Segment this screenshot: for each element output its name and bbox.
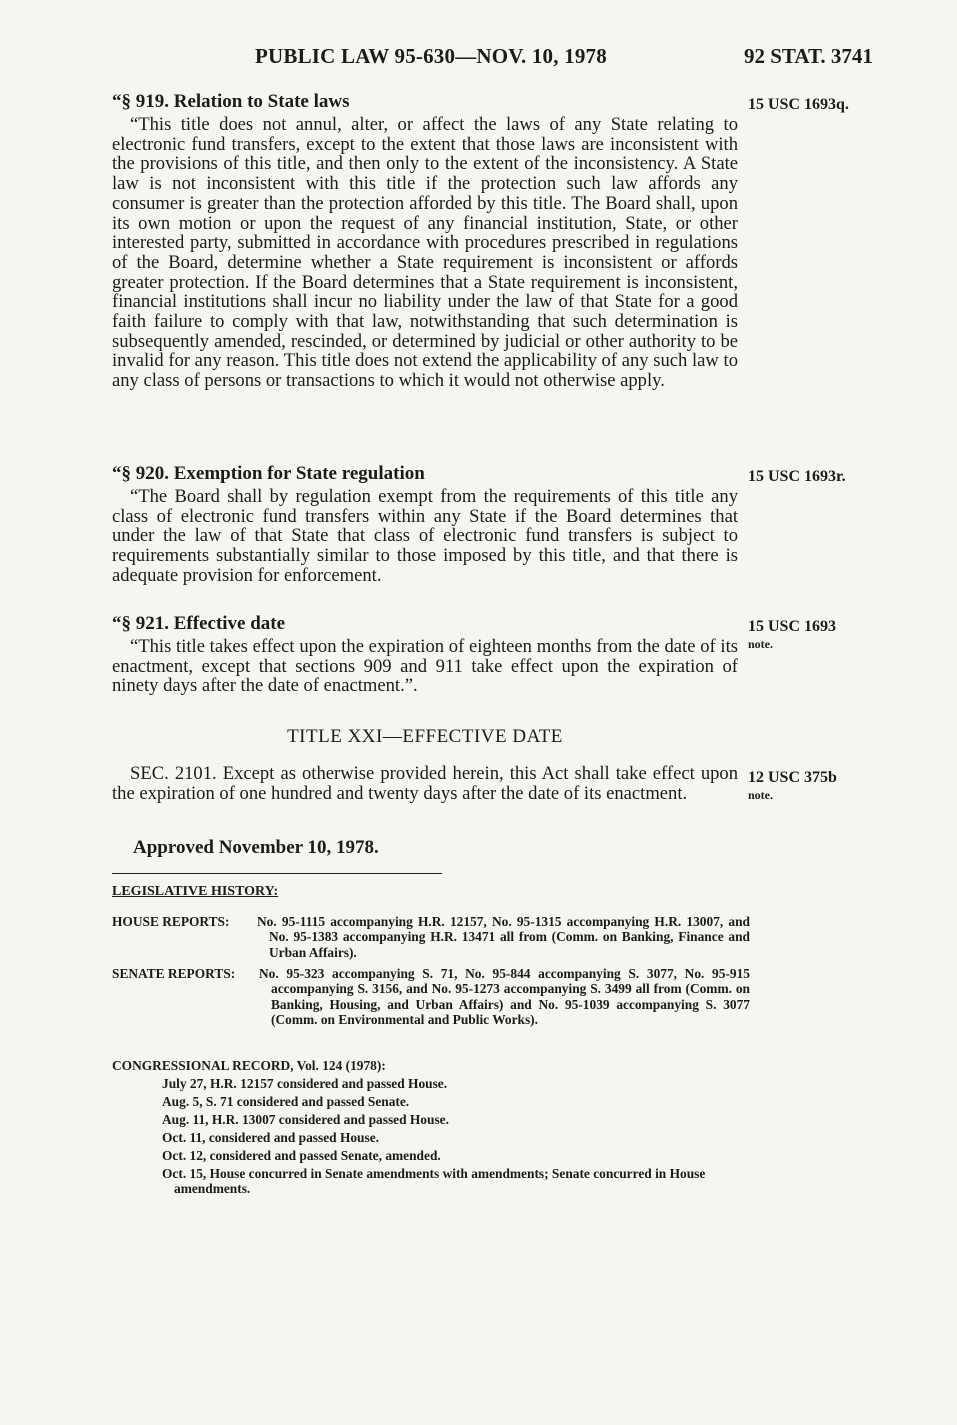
- section-919-heading: “§ 919. Relation to State laws: [112, 91, 350, 112]
- section-921-margin-note-sub: note.: [748, 637, 773, 651]
- section-921-heading: “§ 921. Effective date: [112, 613, 286, 634]
- congressional-record-item: July 27, H.R. 12157 considered and passed House.: [162, 1076, 448, 1091]
- congressional-record-item: Oct. 12, considered and passed Senate, amended.: [162, 1148, 441, 1163]
- congressional-record-item: Oct. 15, House concurred in Senate amendments with amendments; Senate concurred in House amendments.: [162, 1166, 706, 1197]
- senate-reports: [112, 966, 750, 1056]
- section-920-text: “The Board shall by regulation exempt from the requirements of this title any class of electronic fund transfers within any State if the Board determines that under the law of that State that class of electronic fund transfers is subject to requirements substantially similar to those imposed by this title, and that there is adequate provision for enforcement.: [112, 486, 738, 586]
- approved-date: Approved November 10, 1978.: [133, 837, 379, 858]
- section-921-margin-note-text: 15 USC 1693: [748, 618, 837, 635]
- legislative-history-title: LEGISLATIVE HISTORY:: [112, 884, 279, 899]
- stat-page-reference: 92 STAT. 3741: [744, 44, 873, 68]
- section-919-margin-note: 15 USC 1693q.: [748, 96, 849, 113]
- senate-reports-text: No. 95-323 accompanying S. 71, No. 95-844 accompanying S. 3077, No. 95-915 accompanying S. 3156, and No. 95-1273 accompanying S. 3499 all from (Comm. on Banking, Housing, and Urban Affairs) and No. 95-1039 accompanying S. 3077 (Comm. on Environmental and Public Works).: [259, 966, 750, 1028]
- section-921-margin-note: [748, 617, 836, 652]
- section-2101-margin-note: [748, 768, 837, 803]
- title-xxi-heading: TITLE XXI—EFFECTIVE DATE: [287, 726, 563, 747]
- section-2101-margin-note-text: 12 USC 375b: [748, 769, 837, 786]
- running-head: PUBLIC LAW 95-630—NOV. 10, 1978: [255, 44, 607, 68]
- senate-reports-label: SENATE REPORTS:: [112, 966, 236, 981]
- congressional-record-label: CONGRESSIONAL RECORD, Vol. 124 (1978):: [112, 1058, 386, 1073]
- section-919-text: “This title does not annul, alter, or affect the laws of any State relating to electronic fund transfers, except to the extent that those laws are inconsistent with the provisions of this title, and then only to the extent of the inconsistency. A State law is not inconsistent with this title if the protection such law affords any consumer is greater than the protection afforded by this title. The Board shall, upon its own motion or upon the request of any financial institution, State, or other interested party, submitted in accordance with procedures prescribed in regulations of the Board, determine whether a State requirement is inconsistent or affords greater protection. If the Board determines that a State requirement is inconsistent, financial institutions shall incur no liability under the law of that State for a good faith failure to comply with that law, notwithstanding that such determination is subsequently amended, rescinded, or determined by judicial or other authority to be invalid for any reason. This title does not extend the applicability of any such law to any class of persons or transactions to which it would not otherwise apply.: [112, 114, 738, 392]
- section-2101-label: SEC. 2101.: [130, 763, 217, 784]
- congressional-record-item: Aug. 5, S. 71 considered and passed Senate.: [162, 1094, 410, 1109]
- section-921-text: “This title takes effect upon the expiration of eighteen months from the date of its enactment, except that sections 909 and 911 take effect upon the expiration of ninety days after the date of enactment.”.: [112, 636, 738, 697]
- divider-rule: [112, 873, 442, 874]
- section-2101-body: Except as otherwise provided herein, this Act shall take effect upon the expiration of one hundred and twenty days after the date of its enactment.: [112, 763, 739, 804]
- section-920-margin-note: 15 USC 1693r.: [748, 468, 846, 485]
- house-reports: [112, 914, 750, 964]
- house-reports-label: HOUSE REPORTS:: [112, 914, 230, 929]
- congressional-record-item: Oct. 11, considered and passed House.: [162, 1130, 380, 1145]
- section-920-heading: “§ 920. Exemption for State regulation: [112, 463, 425, 484]
- congressional-record-item: Aug. 11, H.R. 13007 considered and passed House.: [162, 1112, 449, 1127]
- section-2101-text: [112, 764, 738, 803]
- section-2101-margin-note-sub: note.: [748, 788, 773, 802]
- house-reports-text: No. 95-1115 accompanying H.R. 12157, No. 95-1315 accompanying H.R. 13007, and No. 95-1383 accompanying H.R. 13471 all from (Comm. on Banking, Finance and Urban Affairs).: [257, 914, 750, 960]
